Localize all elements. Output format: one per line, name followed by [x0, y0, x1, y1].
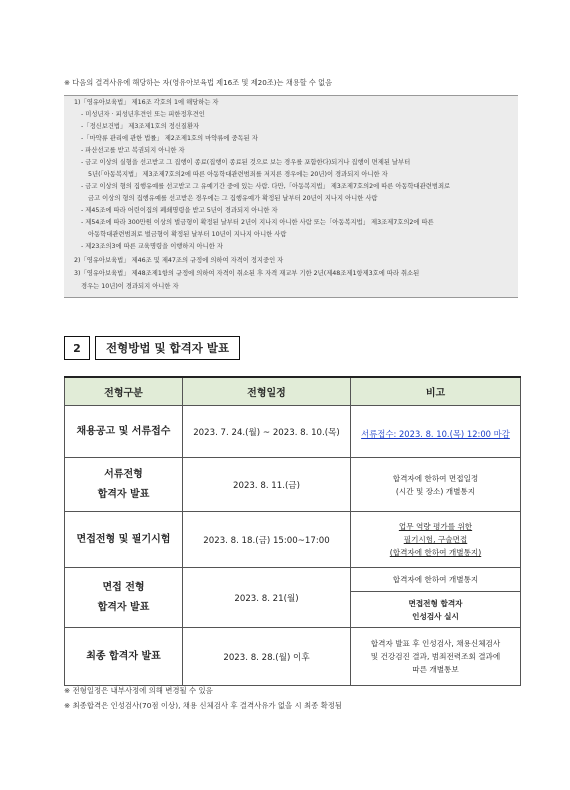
row-date: 2023. 8. 21(월) [183, 568, 351, 628]
row-date: 2023. 7. 24.(월) ~ 2023. 8. 10.(목) [183, 406, 351, 458]
section-number: 2 [64, 336, 90, 360]
row-category-line: 합격자 발표 [97, 488, 150, 500]
disq-line: - 제23조의3에 따른 교육명령을 이행하지 아니한 자 [81, 243, 223, 250]
disq-line: 3)「영유아보육법」 제48조제1항의 규정에 의하여 자격이 취소된 후 자격 재교부 기한 2년(제48조제1항제3호에 따라 취소된 [74, 270, 420, 277]
footnote: ※ 최종합격은 인성검사(70점 이상), 채용 신체검사 후 결격사유가 없을 시 최종 확정됨 [64, 701, 343, 710]
table-header-row [65, 377, 521, 406]
disq-line: 금고 이상의 형의 집행유예를 선고받은 경우에는 그 집행유예가 확정된 날부터 20년이 지나지 아니한 사람 [88, 195, 378, 202]
table-row [65, 568, 521, 592]
row-note-line: 인성검사 실시 [412, 611, 459, 621]
row-note-line: 업무 역량 평가를 위한 [398, 522, 473, 531]
row-note [351, 458, 521, 512]
row-category-line: 면접 전형 [102, 581, 145, 593]
application-deadline-link[interactable]: 서류접수: 2023. 8. 10.(목) 12:00 마감 [361, 429, 510, 439]
disq-line: -「정신보건법」 제3조제1호의 정신질환자 [81, 123, 200, 130]
header-schedule: 전형일정 [183, 377, 351, 406]
row-category: 면접전형 및 필기시험 [65, 512, 183, 568]
disq-line: 경우는 10년)이 경과되지 아니한 자 [81, 283, 179, 290]
disq-line: -「마약류 관리에 관한 법률」 제2조제1호의 마약류에 중독된 자 [81, 135, 258, 142]
row-category [65, 568, 183, 628]
row-category-line: 합격자 발표 [97, 601, 150, 613]
section-title: 전형방법 및 합격자 발표 [95, 336, 240, 360]
row-note [351, 628, 521, 686]
disq-line: 아동학대관련범죄로 벌금형이 확정된 날부터 10년이 지나지 아니한 사람 [88, 231, 287, 238]
row-category-line: 서류전형 [104, 468, 143, 480]
row-category [65, 458, 183, 512]
disq-line: - 금고 이상의 실형을 선고받고 그 집행이 종료(집행이 종료된 것으로 보는 경우를 포함한다)되거나 집행이 면제된 날부터 [81, 159, 411, 166]
row-note-line: (시간 및 장소) 개별통지 [395, 486, 476, 496]
disq-line: - 제45조에 따라 어린이집의 폐쇄명령을 받고 5년이 경과되지 아니한 자 [81, 207, 278, 214]
row-note [351, 592, 521, 628]
disq-line: 2)「영유아보육법」 제46조 및 제47조의 규정에 의하여 자격이 정지중인 자 [74, 257, 284, 264]
table-row [65, 512, 521, 568]
row-date: 2023. 8. 11.(금) [183, 458, 351, 512]
row-date: 2023. 8. 18.(금) 15:00~17:00 [183, 512, 351, 568]
table-row [65, 406, 521, 458]
header-note: 비고 [351, 377, 521, 406]
header-category: 전형구분 [65, 377, 183, 406]
disqualification-intro: ※ 다음의 결격사유에 해당하는 자(영유아보육법 제16조 및 제20조)는 채용할 수 없음 [64, 78, 333, 87]
row-note [351, 406, 521, 458]
disq-line: - 파산선고를 받고 복권되지 아니한 자 [81, 147, 185, 154]
row-note-line: 합격자에 한하여 면접일정 [392, 473, 479, 483]
row-note: 합격자에 한하여 개별통지 [351, 568, 521, 592]
row-note [351, 512, 521, 568]
section-heading [64, 336, 240, 360]
row-note-line: 합격자 발표 후 인성검사, 채용신체검사 [370, 639, 501, 648]
row-note-line: 필기시험, 구술면접 [403, 535, 468, 544]
row-date: 2023. 8. 28.(월) 이후 [183, 628, 351, 686]
table-row [65, 628, 521, 686]
row-note-line: 및 건강검진 결과, 범죄전력조회 결과에 [370, 652, 501, 661]
schedule-table [64, 376, 521, 686]
footnote: ※ 전형일정은 내부사정에 의해 변경될 수 있음 [64, 686, 213, 695]
table-row [65, 458, 521, 512]
row-note-line: (합격자에 한하여 개별통지) [389, 548, 482, 557]
disqualification-box [64, 95, 518, 298]
row-note-line: 면접전형 합격자 [408, 598, 463, 608]
row-note-line: 따른 개별통보 [412, 665, 459, 674]
disq-line: - 제54조에 따라 300만원 이상의 벌금형이 확정된 날부터 2년이 지나지 아니한 사람 또는「아동복지법」 제3조제7호의2에 따른 [81, 219, 434, 226]
row-category: 최종 합격자 발표 [65, 628, 183, 686]
row-category: 채용공고 및 서류접수 [65, 406, 183, 458]
disq-line: 5년(「아동복지법」 제3조제7호의2에 따른 아동학대관련범죄를 저지른 경우에는 20년)이 경과되지 아니한 자 [88, 171, 388, 178]
disq-line: - 금고 이상의 형의 집행유예를 선고받고 그 유예기간 중에 있는 사람. 다만,「아동복지법」 제3조제7호의2에 따른 아동학대관련범죄로 [81, 183, 451, 190]
disq-line: - 미성년자 · 피성년후견인 또는 피한정후견인 [81, 111, 205, 118]
disq-line: 1)「영유아보육법」 제16조 각호의 1에 해당하는 자 [74, 99, 219, 106]
